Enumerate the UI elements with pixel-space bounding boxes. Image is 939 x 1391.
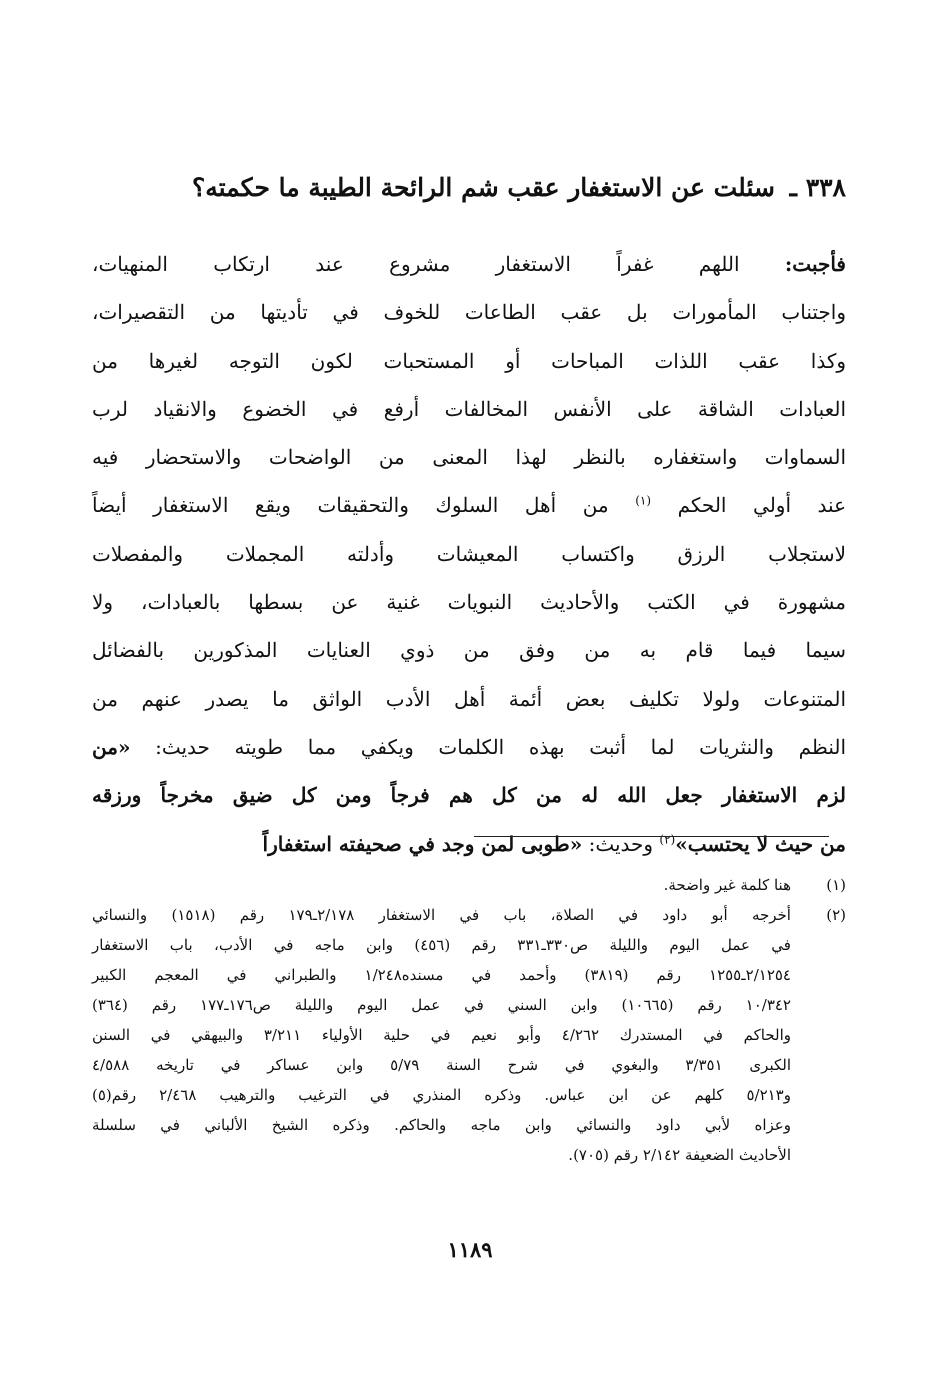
footnote-line: والحاكم في المستدرك ٤/٢٦٢ وأبو نعيم في حلية الأولياء ٣/٢١١ والبيهقي في السنن	[92, 1026, 791, 1044]
answer-lead: فأجبت:	[784, 252, 846, 276]
footnote-number: (٢)	[826, 906, 846, 924]
footnotes	[92, 870, 846, 1170]
footnote-line: وعزاه لأبي داود والنسائي وابن ماجه والحاكم. وذكره الشيخ الألباني في سلسلة	[92, 1116, 791, 1134]
footnote-line: و٥/٢١٣ كلهم عن ابن عباس. وذكره المنذري في الترغيب والترهيب ٢/٤٦٨ رقم(٥)	[92, 1086, 791, 1104]
answer-line: المتنوعات ولولا تكليف بعض أئمة أهل الأدب الواثق ما يصدر عنهم من	[92, 686, 846, 711]
answer-line: السماوات واستغفاره بالنظر لهذا المعنى من الواضحات والاستحضار فيه	[92, 445, 846, 470]
hadith-end: من حيث لا يحتسب»	[675, 831, 846, 856]
answer-line: واجتناب المأمورات بل عقب الطاعات للخوف في تأديتها من التقصيرات،	[92, 300, 847, 325]
answer-line: فأجبت: اللهم غفراً الاستغفار مشروع عند ارتكاب المنهيات،	[92, 252, 846, 276]
footnote-ref-1: (١)	[635, 493, 652, 508]
answer-line: سيما فيما قام به من وفق من ذوي العنايات المذكورين بالفضائل	[92, 638, 846, 663]
answer-line: لاستجلاب الرزق واكتساب المعيشات وأدلته المجملات والمفصلات	[92, 541, 846, 566]
footnote-line: أخرجه أبو داود في الصلاة، باب في الاستغفار ٢/١٧٨ـ١٧٩ رقم (١٥١٨) والنسائي	[92, 906, 791, 924]
hadith-two: «طوبى لمن وجد في صحيفته استغفاراً	[262, 831, 583, 856]
footnote-line: ٢/١٢٥٤ـ١٢٥٥ رقم (٣٨١٩) وأحمد في مسنده١/٢٤٨ والطبراني في المعجم الكبير	[92, 966, 791, 984]
footnote-line: الأحاديث الضعيفة ٢/١٤٢ رقم (٧٠٥).	[568, 1146, 791, 1164]
answer-body	[92, 240, 846, 868]
answer-line: النظم والنثريات لما أثبت بهذه الكلمات ويكفي مما طويته حديث: «من	[92, 734, 847, 759]
question-number: ٣٣٨ ـ	[789, 173, 846, 202]
footnote-separator	[474, 836, 829, 837]
answer-line: مشهورة في الكتب والأحاديث النبويات غنية عن بسطها بالعبادات، ولا	[92, 590, 846, 615]
footnote-number: (١)	[826, 876, 846, 894]
hadith-line: لزم الاستغفار جعل الله له من كل هم فرجاً ومن كل ضيق مخرجاً ورزقه	[92, 783, 846, 808]
answer-line: عند أولي الحكم $^{(١)}$ من أهل السلوك والتحقيقات ويقع الاستغفار أيضاً	[92, 493, 847, 518]
hadith-open: «من	[92, 734, 131, 759]
answer-line: وكذا عقب اللذات المباحات أو المستحبات لكون التوجه لغيرها من	[92, 348, 846, 373]
footnote-line: في عمل اليوم والليلة ص٣٣٠ـ٣٣١ رقم (٤٥٦) وابن ماجه في الأدب، باب الاستغفار	[92, 936, 791, 954]
page-number: ١١٨٩	[447, 1237, 493, 1262]
question-heading	[92, 163, 846, 213]
answer-line: العبادات الشاقة على الأنفس المخالفات أرفع في الخضوع والانقياد لرب	[92, 396, 846, 421]
question-text: سئلت عن الاستغفار عقب شم الرائحة الطيبة ما حكمته؟	[191, 173, 775, 202]
footnote-line: ١٠/٣٤٢ رقم (١٠٦٦٥) وابن السني في عمل اليوم والليلة ص١٧٦ـ١٧٧ رقم (٣٦٤)	[92, 996, 791, 1014]
footnote-ref-2: (٢)	[659, 831, 676, 846]
footnote-1	[92, 870, 846, 900]
footnote-line: الكبرى ٣/٣٥١ والبغوي في شرح السنة ٥/٧٩ وابن عساكر في تاريخه ٤/٥٨٨	[92, 1056, 791, 1074]
answer-line: من حيث لا يحتسب»$^{(٢)}$ وحديث: «طوبى لمن وجد في صحيفته استغفاراً	[262, 831, 846, 856]
footnote-line: هنا كلمة غير واضحة.	[663, 876, 791, 894]
footnote-2	[92, 900, 846, 1170]
